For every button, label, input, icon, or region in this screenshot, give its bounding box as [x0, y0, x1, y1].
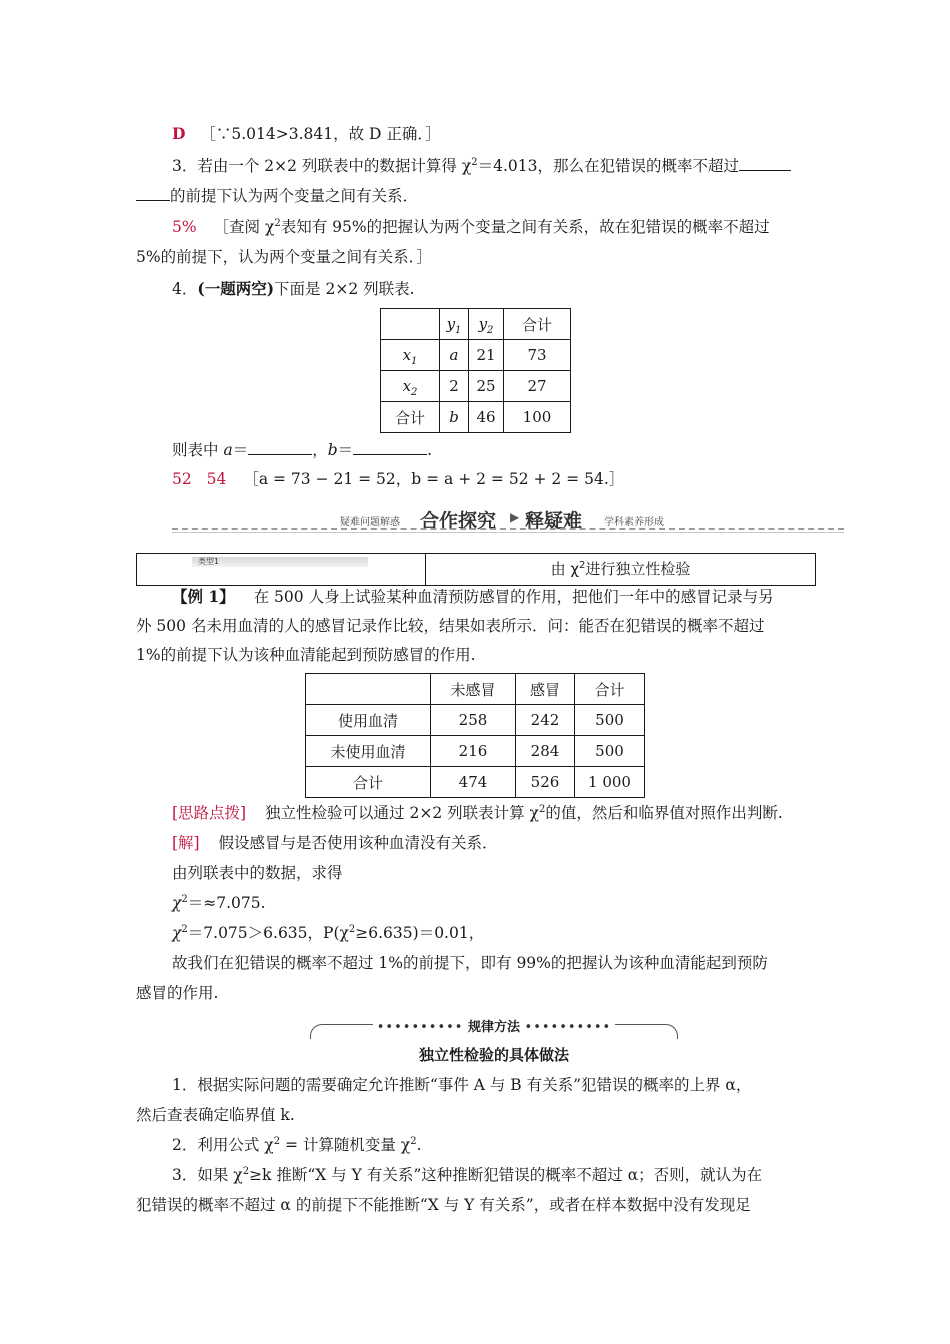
q3-line2 [136, 184, 816, 207]
q4-fill-end: . [427, 441, 433, 459]
solution-chi-2: χ [172, 924, 182, 942]
type-title-b: 进行独立性检验 [585, 560, 691, 578]
hint-sup: 2 [538, 803, 546, 815]
section-banner [172, 506, 844, 532]
example-text-1: 在 500 人身上试验某种血清预防感冒的作用，把他们一年中的感冒记录与另 [253, 588, 774, 606]
table2-cell: 284 [516, 736, 575, 767]
method-p2-sup1: 2 [273, 1135, 281, 1147]
q4-answer-v2: 54 [206, 470, 227, 488]
table2-cell: 未使用血清 [306, 736, 431, 767]
banner-underline [172, 532, 844, 533]
hint-text-b: 的值，然后和临界值对照作出判断. [545, 804, 783, 822]
method-p3-b: ≥k 推断“X 与 Y 有关系”这种推断犯错误的概率不超过 α；否则，就认为在 [249, 1166, 763, 1184]
method-dots-right: •••••••••• [524, 1020, 612, 1035]
table-row [306, 767, 645, 798]
method-p3-sup: 2 [242, 1165, 250, 1177]
table1-cell: 21 [469, 340, 504, 371]
q4-fill-a: a [223, 441, 233, 459]
table1-cell [381, 309, 440, 340]
method-p2 [172, 1134, 816, 1156]
q3-answer-line1 [172, 216, 816, 238]
q3-answer-line2: 5%的前提下，认为两个变量之间有关系．］ [136, 248, 432, 266]
table2-cell: 合计 [575, 674, 645, 705]
table1-header-y1: $y_1$ [440, 309, 469, 340]
table2-cell: 感冒 [516, 674, 575, 705]
table1-cell: 27 [504, 371, 571, 402]
banner-main-1: 合作探究 [420, 510, 497, 532]
method-title: 独立性检验的具体做法 [418, 1046, 569, 1064]
method-header-label: 规律方法 [467, 1020, 520, 1035]
solution-sup-1: 2 [181, 893, 188, 905]
banner-right-text: 学科素养形成 [604, 517, 664, 528]
banner-divider [172, 528, 844, 530]
contingency-table-1 [380, 308, 571, 433]
table2-cell [306, 674, 431, 705]
banner-arrow-icon: ▶ [510, 510, 520, 524]
table1-cell: a [440, 340, 469, 371]
solution-label: [解] [172, 834, 200, 852]
q4-fill-b: b [327, 441, 338, 459]
table-row [306, 705, 645, 736]
method-p2-sup2: 2 [410, 1135, 417, 1147]
table-row [381, 340, 571, 371]
method-dots-left: •••••••••• [376, 1020, 464, 1035]
solution-sup-2: 2 [181, 923, 188, 935]
table2-cell: 1 000 [575, 767, 645, 798]
hint-label: [思路点拨] [172, 804, 247, 822]
table1-row-x1: $x_1$ [381, 340, 440, 371]
solution-line6: 感冒的作用. [136, 984, 219, 1002]
table2-cell: 未感冒 [431, 674, 516, 705]
method-p2-b: = 计算随机变量 χ [280, 1136, 411, 1154]
table1-header-total: 合计 [504, 309, 571, 340]
solution-line5: 故我们在犯错误的概率不超过 1%的前提下，即有 99%的把握认为该种血清能起到预防 [172, 954, 768, 972]
hint-text-a: 独立性检验可以通过 2×2 列联表计算 χ [265, 804, 539, 822]
example-line2: 外 500 名未用血清的人的感冒记录作比较，结果如表所示．问：能否在犯错误的概率不超过 [136, 617, 765, 635]
q3-blank-a[interactable] [739, 154, 791, 171]
q3-answer-text-b: 表知有 95%的把握认为两个变量之间有关系，故在犯错误的概率不超过 [280, 218, 770, 236]
q4-blank-a[interactable] [248, 438, 312, 455]
method-p2-a: 2．利用公式 χ [172, 1136, 274, 1154]
table2-cell: 500 [575, 705, 645, 736]
example-line1 [172, 586, 816, 608]
table2-cell: 216 [431, 736, 516, 767]
method-p1-line2: 然后查表确定临界值 k. [136, 1106, 295, 1124]
table-row [381, 309, 571, 340]
q2-answer-text: ［∵5.014>3.841，故 D 正确．］ [200, 125, 441, 143]
table-row [381, 371, 571, 402]
method-header [310, 1016, 678, 1038]
solution-text-4a: ＝7.075＞6.635，P(χ [187, 924, 349, 942]
table2-cell: 使用血清 [306, 705, 431, 736]
banner-main-2: 释疑难 [525, 510, 583, 532]
q2-answer-line [172, 123, 816, 145]
table1-header-y2: $y_2$ [469, 309, 504, 340]
solution-sup-3: 2 [348, 923, 356, 935]
q4-fill-eq2: ＝ [337, 441, 354, 459]
q4-answer-line [172, 468, 816, 490]
type-box [136, 553, 816, 586]
table1-cell: 46 [469, 402, 504, 433]
q3-blank-b[interactable] [136, 184, 170, 201]
q3-text-a: 3．若由一个 2×2 列联表中的数据计算得 χ [172, 157, 472, 175]
method-p2-c: . [416, 1136, 422, 1154]
q3-answer-text-a: ［查阅 χ [213, 218, 275, 236]
table2-cell: 合计 [306, 767, 431, 798]
table1-row-x2: $x_2$ [381, 371, 440, 402]
q4-number: 4． [172, 280, 198, 298]
method-p1-line1: 1．根据实际问题的需要确定允许推断“事件 A 与 B 有关系”犯错误的概率的上界 α， [172, 1076, 752, 1094]
table1-cell: 2 [440, 371, 469, 402]
q3-answer-value: 5% [172, 218, 197, 236]
q4-answer-v1: 52 [172, 470, 192, 488]
solution-line3 [172, 892, 816, 914]
example-line3: 1%的前提下认为该种血清能起到预防感冒的作用. [136, 646, 476, 664]
solution-line1 [172, 832, 816, 854]
solution-text-4b: ≥6.635)＝0.01， [355, 924, 485, 942]
table2-cell: 474 [431, 767, 516, 798]
solution-text-3: ＝≈7.075. [187, 894, 266, 912]
q3-text-c: 的前提下认为两个变量之间有关系． [170, 187, 419, 205]
type-tag: 类型1 [192, 557, 368, 567]
solution-line4 [172, 922, 816, 944]
method-p3-line1 [172, 1164, 816, 1186]
q4-fill-eq1: ＝ [232, 441, 249, 459]
q3-sup: 2 [471, 156, 478, 168]
solution-line2: 由列联表中的数据，求得 [172, 864, 343, 882]
banner-left-text: 疑难问题解惑 [340, 517, 400, 528]
q4-fill-line [172, 438, 816, 461]
type-title-sup: 2 [579, 560, 586, 571]
q3-answer-sup: 2 [274, 217, 281, 229]
q4-fill-prefix: 则表中 [172, 441, 224, 459]
table1-cell: 合计 [381, 402, 440, 433]
type-box-label-cell [137, 554, 426, 585]
method-p3-a: 3．如果 χ [172, 1166, 243, 1184]
table2-cell: 500 [575, 736, 645, 767]
q3-line1 [172, 154, 816, 177]
table2-cell: 242 [516, 705, 575, 736]
q4-tag: (一题两空) [197, 279, 275, 298]
table1-cell: 100 [504, 402, 571, 433]
table-row [306, 674, 645, 705]
q4-blank-b[interactable] [353, 438, 427, 455]
example-label: 【例 1】 [172, 587, 235, 606]
q3-text-b: ＝4.013，那么在犯错误的概率不超过 [477, 157, 739, 175]
hint-line [172, 802, 816, 824]
q4-fill-sep: ， [312, 441, 328, 459]
q2-answer-letter: D [172, 124, 186, 143]
type-title-a: 由 χ [550, 560, 580, 578]
q4-line [172, 278, 816, 300]
solution-chi-1: χ [172, 894, 182, 912]
table1-cell: b [440, 402, 469, 433]
table2-cell: 258 [431, 705, 516, 736]
table1-cell: 73 [504, 340, 571, 371]
type-box-title [426, 554, 815, 585]
q4-text: 下面是 2×2 列联表. [274, 280, 415, 298]
contingency-table-2 [305, 673, 645, 798]
solution-text-1: 假设感冒与是否使用该种血清没有关系． [218, 834, 498, 852]
table2-cell: 526 [516, 767, 575, 798]
method-header-text [310, 1016, 678, 1035]
table-row [381, 402, 571, 433]
method-p3-line2: 犯错误的概率不超过 α 的前提下不能推断“X 与 Y 有关系”，或者在样本数据中没有发现足 [136, 1196, 751, 1214]
q4-answer-text: ［a = 73 − 21 = 52，b = a + 2 = 52 + 2 = 54.］ [243, 470, 625, 488]
table-row [306, 736, 645, 767]
table1-cell: 25 [469, 371, 504, 402]
